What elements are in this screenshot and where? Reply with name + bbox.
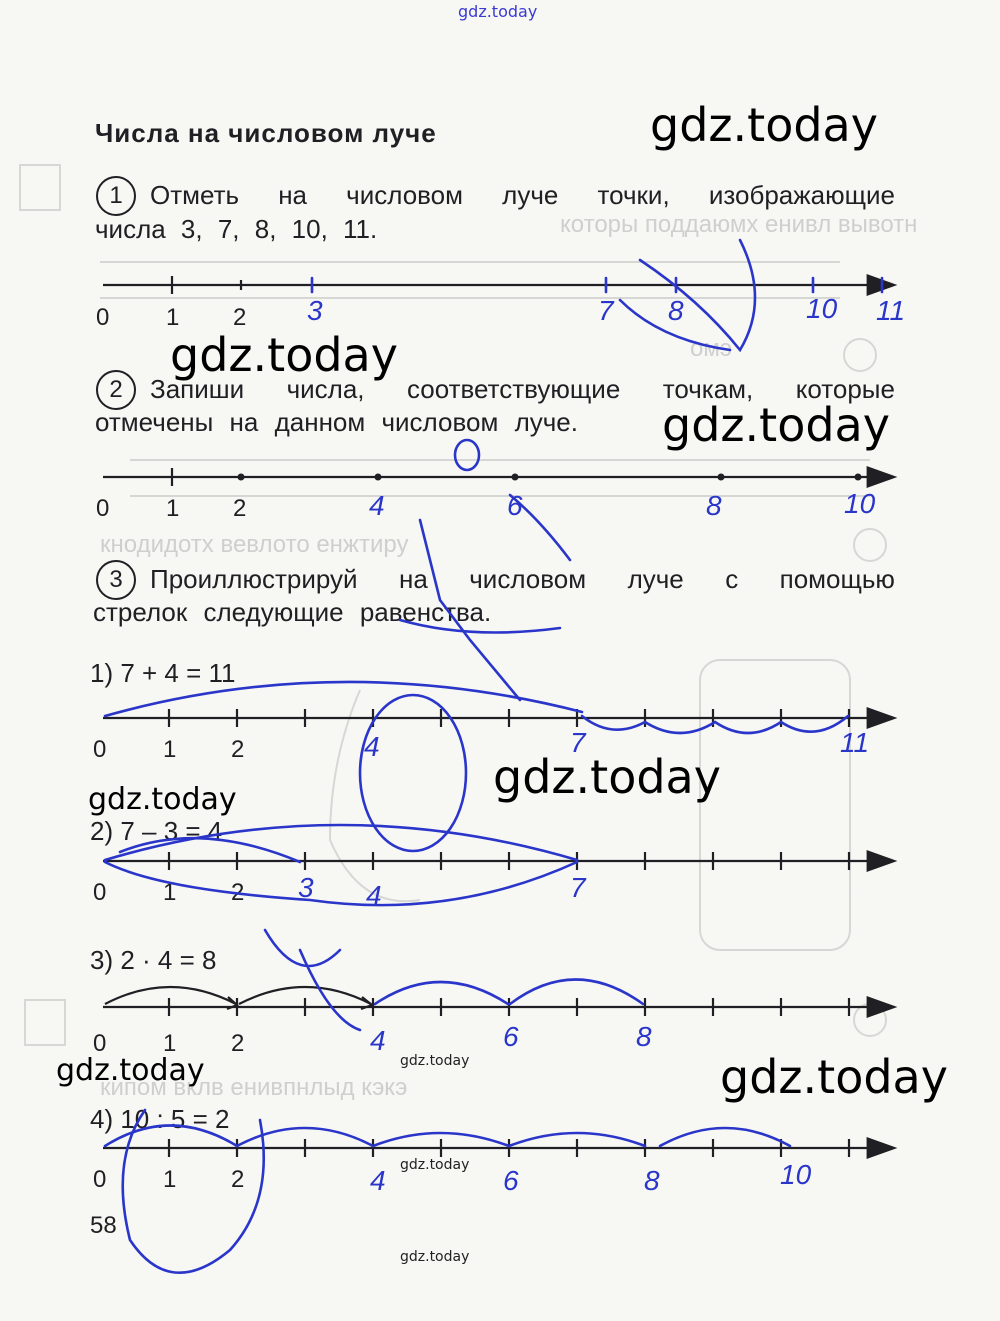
hw-task1-8: 8 xyxy=(668,295,684,326)
hw-eq4-8: 8 xyxy=(644,1165,660,1196)
task2-number-badge: 2 xyxy=(96,370,136,410)
watermark: gdz.today xyxy=(56,1053,205,1088)
hw-task1-7: 7 xyxy=(598,295,614,326)
axis4-label-2: 2 xyxy=(231,879,245,906)
hw-eq3-6: 6 xyxy=(503,1021,519,1052)
watermark: gdz.today xyxy=(400,1053,470,1069)
hw-eq1-7: 7 xyxy=(570,727,586,758)
hw-task1-3: 3 xyxy=(307,295,323,326)
task3-word: луче xyxy=(627,564,684,594)
axis5-label-1: 1 xyxy=(163,1030,177,1057)
axis3-label-2: 2 xyxy=(231,736,245,763)
task2-word: которые xyxy=(795,374,895,404)
watermark: gdz.today xyxy=(650,98,878,152)
svg-text:которы поддаюмх енивл вывотн: которы поддаюмх енивл вывотн xyxy=(560,211,918,238)
hw-task2-4: 4 xyxy=(369,490,385,521)
task2-word: числа, xyxy=(286,374,365,404)
hw-eq1-4: 4 xyxy=(364,731,380,762)
axis1-label-2: 2 xyxy=(233,304,247,331)
hw-eq1-11: 11 xyxy=(840,727,870,758)
watermark: gdz.today xyxy=(720,1050,948,1104)
task1-word: на xyxy=(278,180,308,210)
page-number: 58 xyxy=(90,1212,117,1239)
task2-word: Запиши xyxy=(150,374,245,404)
equation-label-3: 3) 2 · 4 = 8 xyxy=(90,945,217,975)
task3-word: на xyxy=(399,564,428,594)
axis2-label-2: 2 xyxy=(233,495,247,522)
task2-word: точкам, xyxy=(662,374,754,404)
task3-word: с xyxy=(725,564,739,594)
task1-number-badge: 1 xyxy=(96,176,136,216)
watermark: gdz.today xyxy=(170,328,398,382)
hw-task2-8: 8 xyxy=(706,490,722,521)
axis2-label-1: 1 xyxy=(166,495,180,522)
hw-eq3-8: 8 xyxy=(636,1021,652,1052)
axis1-label-1: 1 xyxy=(166,304,180,331)
task3-word: помощью xyxy=(779,564,895,594)
task1-word: луче xyxy=(502,180,559,210)
svg-text:кнодидотх вевлото енжтиру: кнодидотх вевлото енжтиру xyxy=(100,531,409,558)
watermark-top: gdz.today xyxy=(458,2,538,21)
axis3-label-0: 0 xyxy=(93,736,107,763)
equation-label-2: 2) 7 – 3 = 4 xyxy=(90,816,223,846)
hw-eq4-6: 6 xyxy=(503,1165,519,1196)
task2-text-line2: отмечены на данном числовом луче. xyxy=(95,407,578,437)
task1-text-line2: числа 3, 7, 8, 10, 11. xyxy=(95,214,378,244)
axis4-label-1: 1 xyxy=(163,879,177,906)
task3-text-line2: стрелок следующие равенства. xyxy=(93,597,492,627)
page-title: Числа на числовом луче xyxy=(95,118,437,148)
hw-eq2-4: 4 xyxy=(366,880,382,911)
hw-eq3-4: 4 xyxy=(370,1025,386,1056)
hw-eq2-3: 3 xyxy=(298,872,314,903)
axis6-label-0: 0 xyxy=(93,1166,107,1193)
task2-word: соответствующие xyxy=(406,374,621,404)
watermark: gdz.today xyxy=(662,398,890,452)
watermark: gdz.today xyxy=(400,1157,470,1173)
axis2-label-0: 0 xyxy=(96,495,110,522)
hw-task2-10: 10 xyxy=(844,488,876,519)
equation-label-4: 4) 10 : 5 = 2 xyxy=(90,1104,230,1134)
task1-word: точки, xyxy=(597,180,670,210)
axis3-label-1: 1 xyxy=(163,736,177,763)
hw-task1-11: 11 xyxy=(876,295,906,326)
hw-eq4-4: 4 xyxy=(370,1165,386,1196)
axis6-label-2: 2 xyxy=(231,1166,245,1193)
watermark: gdz.today xyxy=(400,1249,470,1265)
hw-eq4-10: 10 xyxy=(780,1159,812,1190)
task1-word: изображающие xyxy=(708,180,895,210)
watermark: gdz.today xyxy=(493,750,721,804)
equation-label-1: 1) 7 + 4 = 11 xyxy=(90,658,236,688)
task3-word: числовом xyxy=(469,564,587,594)
hw-task2-6: 6 xyxy=(507,490,523,521)
watermark: gdz.today xyxy=(88,782,237,817)
svg-text:омэ: омэ xyxy=(690,335,733,362)
hw-eq2-7: 7 xyxy=(570,872,586,903)
axis4-label-0: 0 xyxy=(93,879,107,906)
axis6-label-1: 1 xyxy=(163,1166,177,1193)
task1-word: Отметь xyxy=(150,180,240,210)
hw-task1-10: 10 xyxy=(806,293,838,324)
task3-word: Проиллюстрируй xyxy=(150,564,358,594)
axis5-label-2: 2 xyxy=(231,1030,245,1057)
task1-word: числовом xyxy=(346,180,464,210)
axis5-label-0: 0 xyxy=(93,1030,107,1057)
svg-text:кипом вклв енивпнлыд кэкэ: кипом вклв енивпнлыд кэкэ xyxy=(100,1074,408,1101)
task3-number-badge: 3 xyxy=(96,560,136,600)
axis1-label-0: 0 xyxy=(96,304,110,331)
